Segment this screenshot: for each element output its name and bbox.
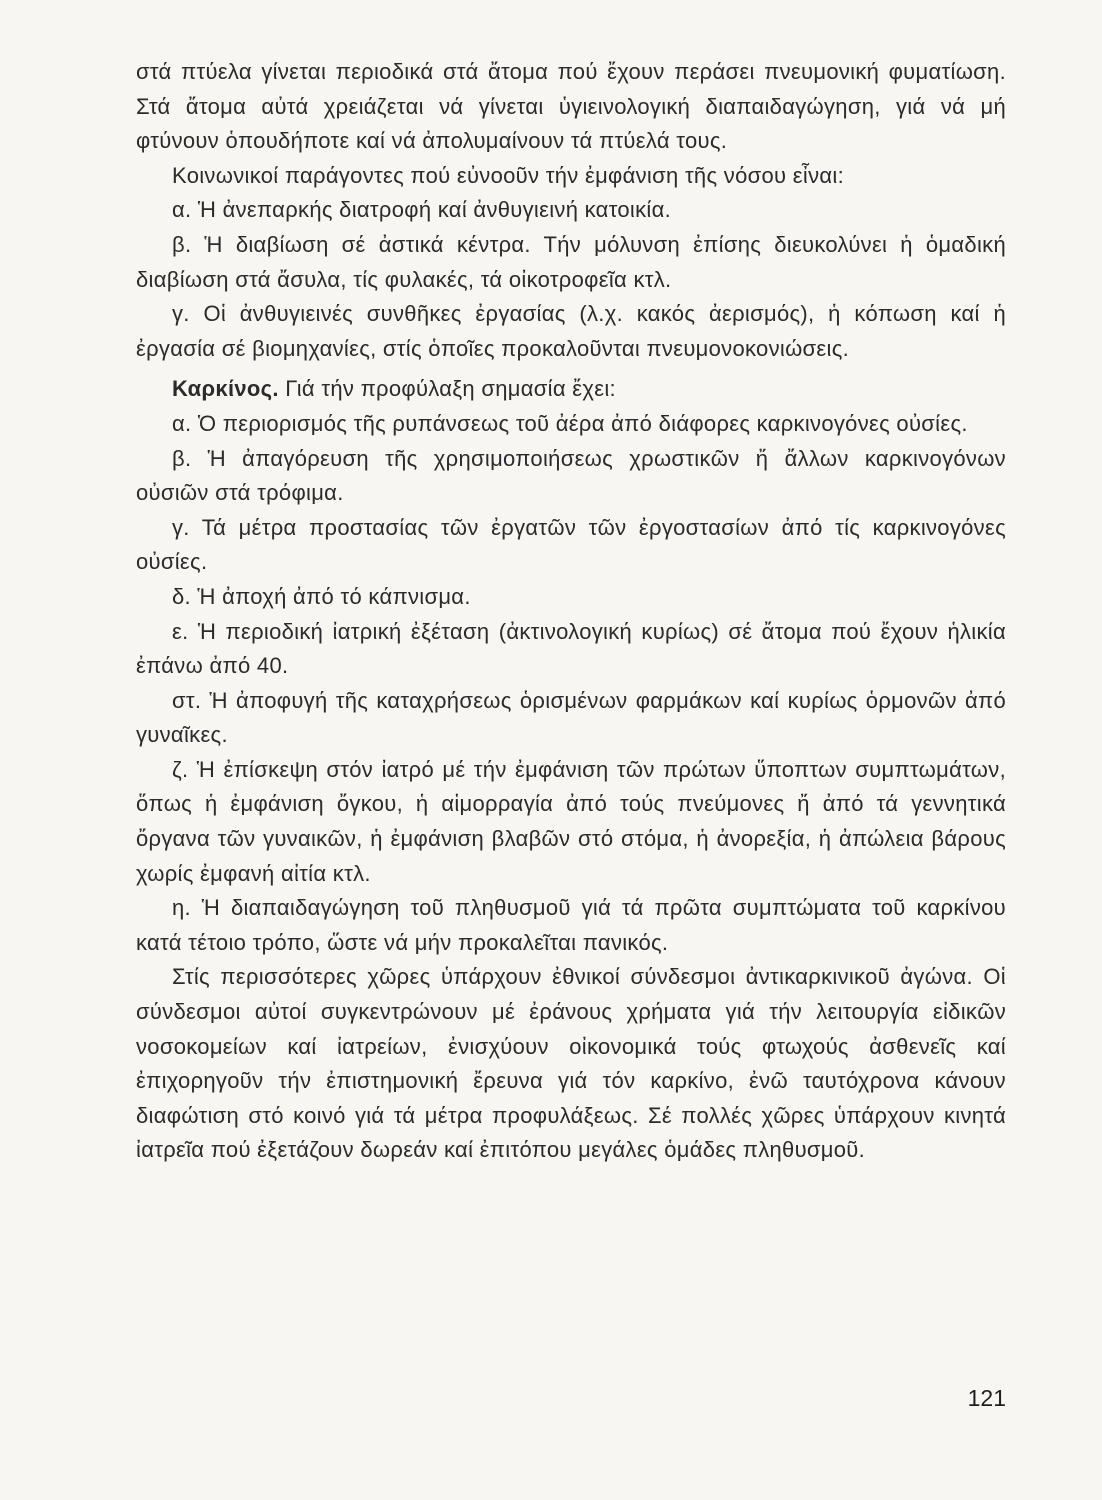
cancer-heading-text: Γιά τήν προφύλαξη σημασία ἔχει:	[278, 376, 616, 402]
list-item-cancer-b: β. Ἡ ἀπαγόρευση τῆς χρησιμοποιήσεως χρωστικῶν ἤ ἄλλων καρκινογόνων οὐσιῶν στά τρόφιμα.	[136, 445, 1006, 506]
list-item-cancer-i: η. Ἡ διαπαιδαγώγηση τοῦ πληθυσμοῦ γιά τά πρῶτα συμπτώματα τοῦ καρκίνου κατά τέτοιο τρόπο, ὥστε νά μήν προκαλεῖται πανικός.	[136, 895, 1006, 955]
list-item-cancer-z: ζ. Ἡ ἐπίσκεψη στόν ἰατρό μέ τήν ἐμφάνιση τῶν πρώτων ὕποπτων συμπτωμάτων, ὅπως ἡ ἐμφάνιση ὄγκου, ἡ αἱμορραγία ἀπό τούς πνεύμονες ἤ ἀπό τά γεννητικά ὄργανα τῶν γυναικῶν, ἡ ἐμφάνιση βλαβῶν στό στόμα, ἡ ἀνορεξία, ἡ ἀπώλεια βάρους χωρίς ἐμφανή αἰτία κτλ.	[136, 756, 1006, 886]
list-item-social-factor-a: α. Ἡ ἀνεπαρκής διατροφή καί ἀνθυγιεινή κατοικία.	[172, 197, 672, 223]
list-item-cancer-st: στ. Ἡ ἀποφυγή τῆς καταχρήσεως ὁρισμένων φαρμάκων καί κυρίως ὁρμονῶν ἀπό γυναῖκες.	[136, 687, 1006, 748]
list-item-cancer-c: γ. Τά μέτρα προστασίας τῶν ἐργατῶν τῶν ἐργοστασίων ἀπό τίς καρκινογόνες οὐσίες.	[136, 514, 1006, 575]
paragraph-tuberculosis-sputum: στά πτύελα γίνεται περιοδικά στά ἄτομα πού ἔχουν περάσει πνευμονική φυματίωση. Στά ἄτομα αὐτά χρειάζεται νά γίνεται ὑγιεινολογική διαπαιδαγώγηση, γιά νά μή φτύνουν ὁπουδήποτε καί νά ἀπολυμαίνουν τά πτύελά τους.	[136, 59, 1006, 154]
paragraph-social-factors-intro: Κοινωνικοί παράγοντες πού εὐνοοῦν τήν ἐμφάνιση τῆς νόσου εἶναι:	[172, 162, 844, 188]
list-item-cancer-d: δ. Ἡ ἀποχή ἀπό τό κάπνισμα.	[172, 583, 471, 609]
list-item-social-factor-b: β. Ἡ διαβίωση σέ ἀστικά κέντρα. Τήν μόλυνση ἐπίσης διευκολύνει ἡ ὁμαδική διαβίωση στά ἄσυλα, τίς φυλακές, τά οἰκοτροφεῖα κτλ.	[136, 231, 1006, 292]
cancer-heading-label: Καρκίνος.	[172, 376, 279, 402]
list-item-cancer-e: ε. Ἡ περιοδική ἰατρική ἐξέταση (ἀκτινολογική κυρίως) σέ ἄτομα πού ἔχουν ἡλικία ἐπάνω ἀπό 40.	[136, 618, 1006, 679]
list-item-cancer-a: α. Ὁ περιορισμός τῆς ρυπάνσεως τοῦ ἀέρα ἀπό διάφορες καρκινογόνες οὐσίες.	[172, 410, 968, 436]
paragraph-anticancer-associations: Στίς περισσότερες χῶρες ὑπάρχουν ἐθνικοί σύνδεσμοι ἀντικαρκινικοῦ ἀγώνα. Οἱ σύνδεσμοι αὐτοί συγκεντρώνουν μέ ἐράνους χρήματα γιά τήν λειτουργία εἰδικῶν νοσοκομείων καί ἰατρείων, ἐνισχύουν οἰκονομικά τούς φτωχούς ἀσθενεῖς καί ἐπιχορηγοῦν τήν ἐπιστημονική ἔρευνα γιά τόν καρκίνο, ἐνῶ ταυτόχρονα κάνουν διαφώτιση στό κοινό γιά τά μέτρα προφυλάξεως. Σέ πολλές χῶρες ὑπάρχουν κινητά ἰατρεῖα πού ἐξετάζουν δωρεάν καί ἐπιτόπου μεγάλες ὁμάδες πληθυσμοῦ.	[136, 964, 1006, 1163]
list-item-social-factor-c: γ. Οἱ ἀνθυγιεινές συνθῆκες ἐργασίας (λ.χ. κακός ἀερισμός), ἡ κόπωση καί ἡ ἐργασία σέ βιομηχανίες, στίς ὁποῖες προκαλοῦνται πνευμονοκονιώσεις.	[136, 301, 1006, 361]
page-number: 121	[967, 1385, 1006, 1411]
page-body	[136, 55, 1006, 1168]
section-heading-cancer	[136, 372, 1006, 407]
